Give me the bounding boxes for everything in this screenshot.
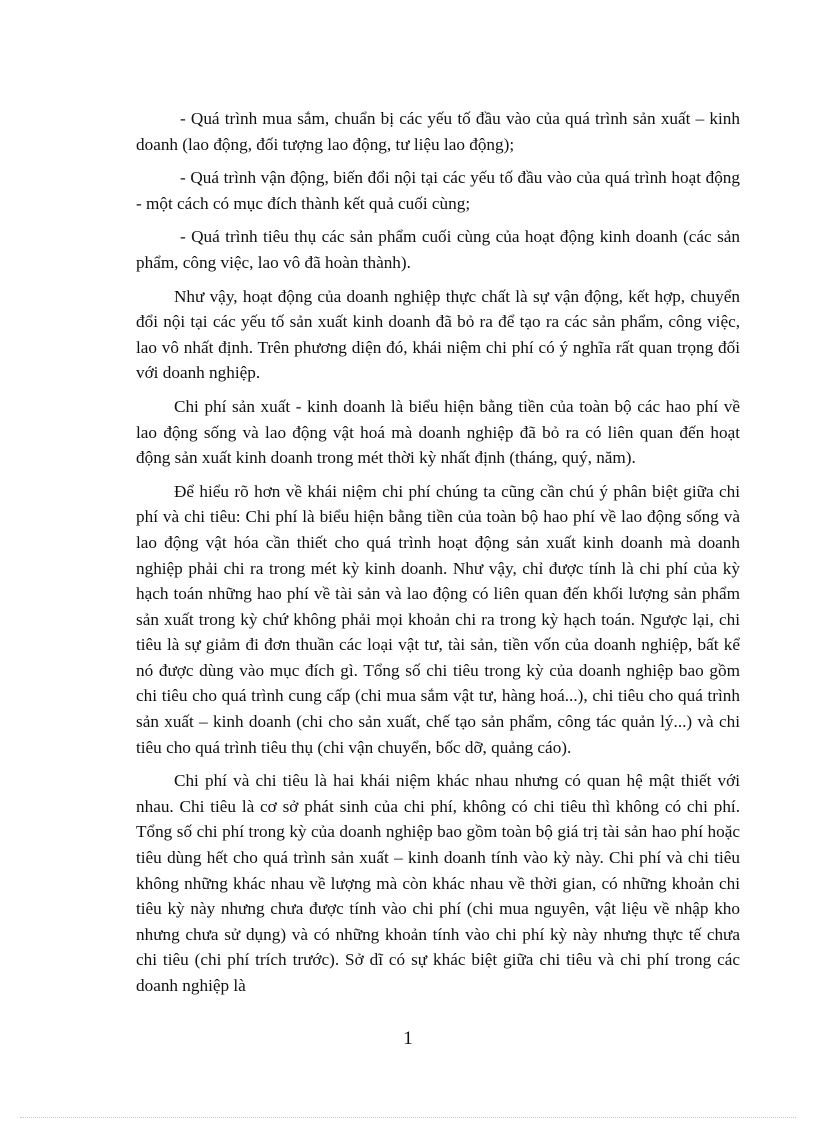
paragraph-activity-summary: Như vậy, hoạt động của doanh nghiệp thực chất là sự vận động, kết hợp, chuyển đổi nội tại các yếu tố sản xuất kinh doanh đã bỏ ra để tạo ra các sản phẩm, công việc, lao vô nhất định. Trên phương diện đó, khái niệm chi phí có ý nghĩa rất quan trọng đối với doanh nghiệp. (136, 286, 740, 383)
paragraph-cost-vs-spending: Để hiểu rõ hơn về khái niệm chi phí chúng ta cũng cần chú ý phân biệt giữa chi phí và chi tiêu: Chi phí là biểu hiện bằng tiền của toàn bộ hao phí về lao động sống và lao động vật hóa cần thiết cho quá trình hoạt động sản xuất kinh doanh mà doanh nghiệp phải chi ra trong mét kỳ kinh doanh. Như vậy, chỉ được tính là chi phí của kỳ hạch toán những hao phí về tài sản và lao động có liên quan đến khối lượng sản phẩm sản xuất trong kỳ chứ không phải mọi khoản chi ra trong kỳ hạch toán. Ngược lại, chi tiêu là sự giảm đi đơn thuần các loại vật tư, tài sản, tiền vốn của doanh nghiệp, bất kể nó được dùng vào mục đích gì. Tổng số chi tiêu trong kỳ của doanh nghiệp bao gồm chi tiêu cho quá trình cung cấp (chi mua sắm vật tư, hàng hoá...), chi tiêu cho quá trình sản xuất – kinh doanh (chi cho sản xuất, chế tạo sản phẩm, công tác quản lý...) và chi tiêu cho quá trình tiêu thụ (chi vận chuyển, bốc dỡ, quảng cáo). (136, 481, 740, 757)
page-bottom-divider (20, 1117, 796, 1118)
page-number: 1 (403, 1028, 413, 1049)
paragraph-cost-spending-relation: Chi phí và chi tiêu là hai khái niệm khác nhau nhưng có quan hệ mật thiết với nhau. Chi tiêu là cơ sở phát sinh của chi phí, không có chi tiêu thì không có chi phí. Tổng số chi phí trong kỳ của doanh nghiệp bao gồm toàn bộ giá trị tài sản hao phí hoặc tiêu dùng hết cho quá trình sản xuất – kinh doanh tính vào kỳ này. Chi phí và chi tiêu không những khác nhau về lượng mà còn khác nhau về thời gian, có những khoản chi tiêu kỳ này nhưng chưa được tính vào chi phí (chi mua nguyên, vật liệu về nhập kho nhưng chưa sử dụng) và có những khoản tính vào chi phí kỳ này nhưng thực tế chưa chi tiêu (chi phí trích trước). Sở dĩ có sự khác biệt giữa chi tiêu và chi phí trong các doanh nghiệp là (136, 771, 740, 995)
paragraph-list-item-1: - Quá trình mua sắm, chuẩn bị các yếu tố đầu vào của quá trình sản xuất – kinh doanh (lao động, đối tượng lao động, tư liệu lao động); (136, 109, 740, 154)
paragraph-list-item-3: - Quá trình tiêu thụ các sản phẩm cuối cùng của hoạt động kinh doanh (các sản phẩm, công việc, lao vô đã hoàn thành). (136, 227, 740, 272)
document-body (136, 106, 740, 1007)
paragraph-list-item-2: - Quá trình vận động, biến đổi nội tại các yếu tố đầu vào của quá trình hoạt động - một cách có mục đích thành kết quả cuối cùng; (136, 168, 740, 213)
paragraph-cost-definition: Chi phí sản xuất - kinh doanh là biểu hiện bằng tiền của toàn bộ các hao phí về lao động sống và lao động vật hoá mà doanh nghiệp đã bỏ ra có liên quan đến hoạt động sản xuất kinh doanh trong mét thời kỳ nhất định (tháng, quý, năm). (136, 396, 740, 468)
